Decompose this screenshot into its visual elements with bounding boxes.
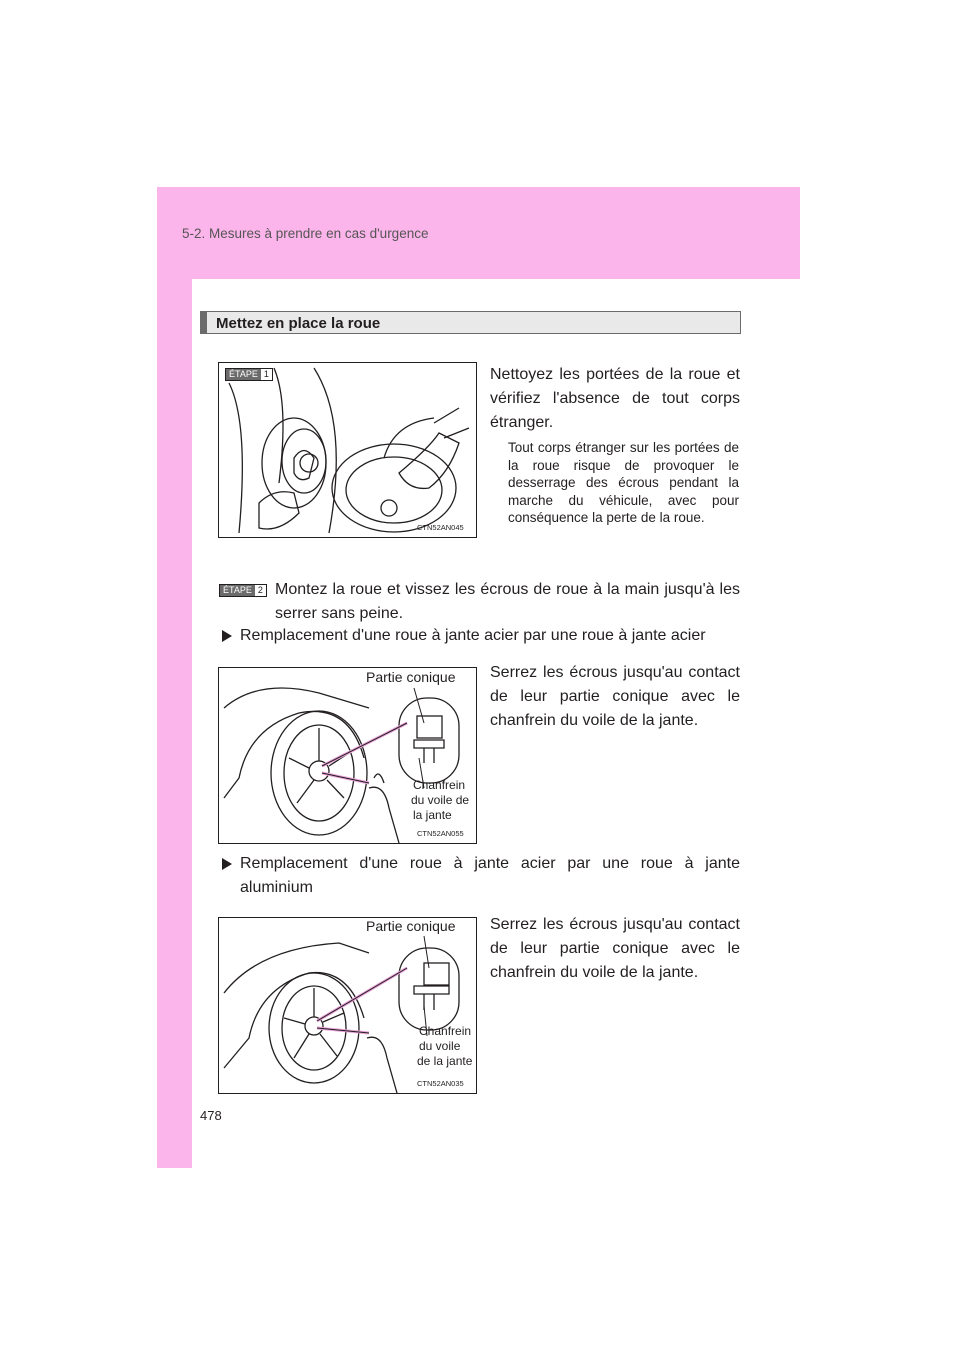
case-2-heading: Remplacement d'une roue à jante acier par une roue à jante aluminium <box>240 855 740 896</box>
figure-code: CTN52AN045 <box>417 523 464 532</box>
step-word: ÉTAPE <box>220 585 255 596</box>
label-chanfrein-line-3: de la jante <box>417 1054 473 1068</box>
step-1-badge <box>225 368 273 381</box>
step-2-text: Montez la roue et vissez les écrous de roue à la main jusqu'à les serrer sans peine. <box>275 581 740 622</box>
figure-clean-hub <box>218 362 477 538</box>
section-breadcrumb: 5-2. Mesures à prendre en cas d'urgence <box>182 226 429 241</box>
label-chanfrein-line-2: du voile <box>419 1039 461 1053</box>
step-number: 1 <box>261 369 272 380</box>
case-1-heading: Remplacement d'une roue à jante acier par une roue à jante acier <box>240 627 706 644</box>
label-partie-conique: Partie conique <box>366 918 456 934</box>
figure-code: CTN52AN055 <box>417 829 464 838</box>
step-word: ÉTAPE <box>226 369 261 380</box>
label-chanfrein-line-2: du voile de <box>411 793 470 807</box>
page-number: 478 <box>200 1108 222 1123</box>
step-2-badge <box>219 584 267 597</box>
label-chanfrein-line-1: Chanfrein <box>413 778 466 792</box>
step-1-note: Tout corps étranger sur les portées de la roue risque de provoquer le desserrage des écrous pendant la marche du véhicule, avec pour conséquence la perte de la roue. <box>508 440 739 525</box>
label-chanfrein-line-3: la jante <box>413 808 452 822</box>
section-title-bar <box>200 311 741 334</box>
label-chanfrein-line-1: Chanfrein <box>419 1024 472 1038</box>
case-1-text: Serrez les écrous jusqu'au contact de leur partie conique avec le chanfrein du voile de la jante. <box>490 664 740 729</box>
section-bar-accent <box>201 312 207 333</box>
case-2-text: Serrez les écrous jusqu'au contact de leur partie conique avec le chanfrein du voile de la jante. <box>490 916 740 981</box>
hub-cleaning-illustration <box>219 363 476 537</box>
side-strip <box>157 279 192 1168</box>
bullet-arrow-icon <box>222 858 232 870</box>
step-1-text: Nettoyez les portées de la roue et vérifiez l'absence de tout corps étranger. <box>490 366 740 431</box>
step-number: 2 <box>255 585 266 596</box>
section-title: Mettez en place la roue <box>216 315 381 332</box>
bullet-arrow-icon <box>222 630 232 642</box>
figure-code: CTN52AN035 <box>417 1079 464 1088</box>
label-partie-conique: Partie conique <box>366 669 456 685</box>
